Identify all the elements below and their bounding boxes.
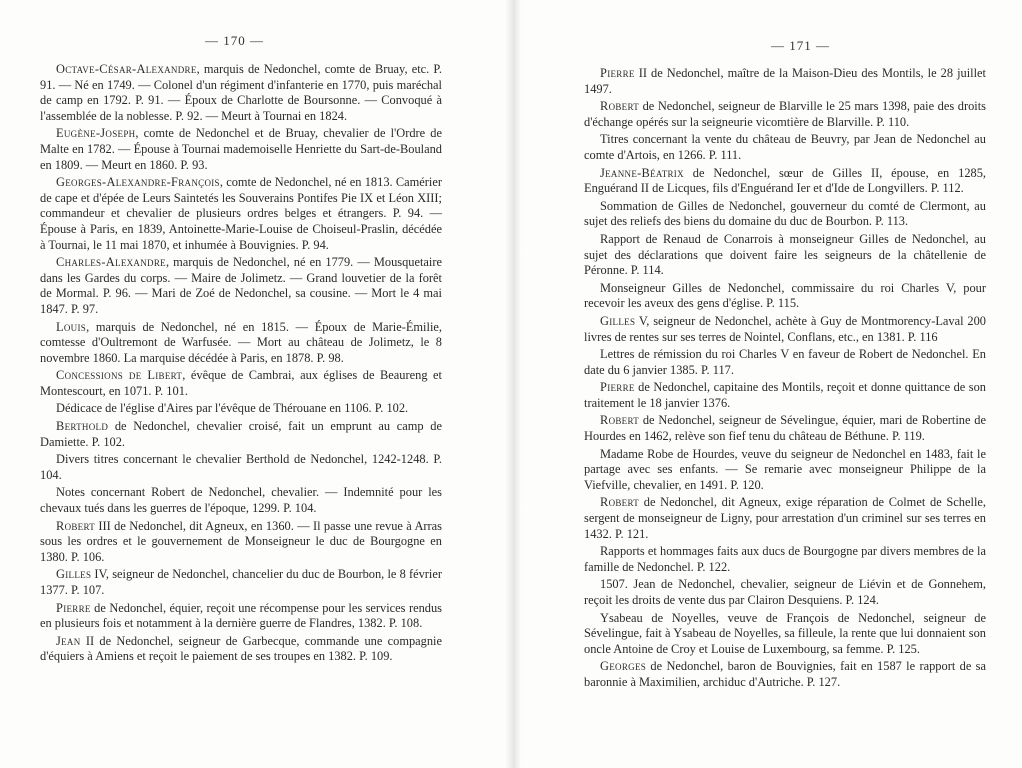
entry-text: II de Nedonchel, maître de la Maison-Dieu des Montils, le 28 juillet 1497. — [584, 66, 986, 96]
right-page-text — [584, 66, 986, 693]
entry — [584, 577, 986, 608]
entry — [40, 320, 442, 367]
entry-name: Jeanne-Béatrix — [600, 165, 684, 180]
entry — [40, 62, 442, 124]
entry-name: Jean — [56, 633, 81, 648]
entry-name: Pierre — [600, 66, 635, 80]
entry-text: de Nedonchel, seigneur de Sévelingue, équier, mari de Robertine de Hourdes en 1462, relève son fief tenu du château de Béthune. P. 119. — [584, 413, 986, 444]
entry — [40, 634, 442, 665]
entry — [584, 447, 986, 494]
entry-text: 1507. Jean de Nedonchel, chevalier, seigneur de Liévin et de Gonnehem, reçoit les droits de vente dus par Clairon Desquiens. P. 124. — [584, 577, 986, 607]
left-page-text — [40, 62, 442, 667]
entry-text: , marquis de Nedonchel, né en 1815. — Époux de Marie-Émilie, comtesse d'Oultremont de Warfusée. — Mort au château de Jolimetz, le 8 novembre 1860. La marquise décédée à Paris, en 1878. P. 98. — [40, 319, 442, 365]
entry — [40, 485, 442, 516]
entry-text: de Nedonchel, sœur de Gilles II, épouse, en 1285, Enguérand II de Licques, fils d'Enguérand Ier et d'Ide de Longvillers. P. 112. — [584, 165, 986, 196]
entry — [584, 347, 986, 378]
entry — [584, 66, 986, 97]
entry-text: IV, seigneur de Nedonchel, chancelier du duc de Bourbon, le 8 février 1377. P. 107. — [40, 567, 442, 597]
entry-text: Rapports et hommages faits aux ducs de Bourgogne par divers membres de la famille de Nedonchel. P. 122. — [584, 544, 986, 574]
entry — [40, 519, 442, 566]
entry-name: Eugène-Joseph — [56, 126, 136, 141]
right-page — [521, 0, 1022, 768]
page-number-right: — 171 — — [771, 38, 830, 53]
entry-text: de Nedonchel, seigneur de Blarville le 25 mars 1398, paie des droits d'échange opérés sur la seigneurie vicomtière de Blarville. P. 110. — [584, 99, 986, 129]
entry-text: Dédicace de l'église d'Aires par l'évêque de Thérouane en 1106. P. 102. — [56, 401, 409, 416]
entry — [40, 126, 442, 173]
entry — [40, 368, 442, 399]
entry-name: Gilles — [56, 567, 92, 582]
entry — [584, 495, 986, 542]
entry-name: Georges-Alexandre-François — [56, 175, 220, 190]
entry — [40, 175, 442, 253]
entry-name: Pierre — [56, 600, 91, 615]
entry-name: Louis — [56, 319, 87, 334]
entry-text: de Nedonchel, capitaine des Montils, reçoit et donne quittance de son traitement le 18 janvier 1376. — [584, 380, 986, 410]
entry-name: Robert — [600, 495, 640, 510]
entry-name: Pierre — [600, 380, 635, 395]
entry-text: Ysabeau de Noyelles, veuve de François de Nedonchel, seigneur de Sévelingue, fait à Ysabeau de Noyelles, sa filleule, la rente que lui donnaient son oncle Antoine de Croy et Louise de Luxembourg, sa femme. P. 125. — [584, 610, 986, 656]
entry-text: Rapport de Renaud de Conarrois à monseigneur Gilles de Nedonchel, au sujet des déclarations que doivent faire les seigneurs de la châtellenie de Péronne. P. 114. — [584, 231, 986, 278]
entry-text: , marquis de Nedonchel, né en 1779. — Mousquetaire dans les Gardes du corps. — Maire de Jolimetz. — Grand louvetier de la forêt de Mormal. P. 96. — Mari de Zoé de Nedonchel, sa cousine. — Mort le 4 mai 1847. P. 97. — [40, 255, 442, 316]
entry — [584, 232, 986, 279]
page-number-left: — 170 — — [205, 33, 264, 48]
entry-text: Titres concernant la vente du château de Beuvry, par Jean de Nedonchel au comte d'Artois, en 1266. P. 111. — [584, 132, 986, 162]
entry — [584, 132, 986, 163]
entry-name: Robert — [56, 518, 96, 533]
entry-text: Madame Robe de Hourdes, veuve du seigneur de Nedonchel en 1483, fait le partage avec ses enfants. — Se remarie avec monseigneur Philippe de la Viefville, chevalier, en 1491. P. 120. — [584, 446, 986, 492]
entry-text: de Nedonchel, équier, reçoit une récompense pour les services rendus en plusieurs fois et notamment à la dernière guerre de Flandres, 1382. P. 108. — [40, 600, 442, 631]
entry-text: Lettres de rémission du roi Charles V en faveur de Robert de Nedonchel. En date du 6 janvier 1385. P. 117. — [584, 347, 986, 377]
entry — [584, 314, 986, 345]
entry-text: Notes concernant Robert de Nedonchel, chevalier. — Indemnité pour les chevaux tués dans les guerres de l'époque, 1299. P. 104. — [40, 485, 442, 516]
entry-text: de Nedonchel, baron de Bouvignies, fait en 1587 le rapport de sa baronnie à Maximilien, archiduc d'Autriche. P. 127. — [584, 659, 986, 689]
left-page — [0, 0, 505, 768]
entry-name: Octave-César-Alexandre — [56, 62, 197, 76]
entry-text: Divers titres concernant le chevalier Berthold de Nedonchel, 1242-1248. P. 104. — [40, 452, 442, 482]
entry-text: V, seigneur de Nedonchel, achète à Guy de Montmorency-Laval 200 livres de rentes sur ses terres de Nointel, Conflans, etc., en 1381. P. 116 — [584, 313, 986, 344]
entry — [584, 166, 986, 197]
entry-name: Robert — [600, 99, 640, 114]
entry — [40, 255, 442, 317]
entry — [584, 281, 986, 312]
entry-text: , comte de Nedonchel, né en 1813. Camérier de cape et d'épée de Leurs Saintetés les Souverains Pontifes Pie IX et Léon XIII; commandeur et chevalier de plusieurs ordres belges et étrangers. P. 94. — Épouse à Paris, en 1839, Antoinette-Marie-Louise de Choiseul-Praslin, décédée à Tournai, le 11 mai 1870, et inhumée à Bouvignies. P. 94. — [40, 175, 442, 252]
entry-name: Georges — [600, 659, 647, 674]
entry-text: , marquis de Nedonchel, comte de Bruay, etc. P. 91. — Né en 1749. — Colonel d'un régiment d'infanterie en 1770, puis maréchal de camp en 1792. P. 91. — Époux de Charlotte de Boursonne. — Convoqué à l'assemblée de la noblesse. P. 92. — Meurt à Tournai en 1824. — [40, 62, 442, 123]
entry-text: Sommation de Gilles de Nedonchel, gouverneur du comté de Clermont, au sujet des reliefs des biens du domaine du duc de Bourbon. P. 113. — [584, 198, 986, 229]
entry-name: Gilles — [600, 313, 636, 328]
entry-text: , évêque de Cambrai, aux églises de Beaureng et Montescourt, en 1071. P. 101. — [40, 368, 443, 398]
entry-text: III de Nedonchel, dit Agneux, en 1360. — Il passe une revue à Arras sous les ordres et le gouvernement de Monseigneur le duc de Bourgogne en 1380. P. 106. — [40, 518, 442, 564]
entry-name: Concessions de Libert — [56, 368, 183, 383]
entry — [584, 659, 986, 690]
entry-text: , comte de Nedonchel et de Bruay, chevalier de l'Ordre de Malte en 1782. — Épouse à Tournai mademoiselle Henriette du Sart-de-Bouland en 1809. — Meurt en 1860. P. 93. — [40, 126, 442, 172]
entry — [584, 544, 986, 575]
entry-text: Monseigneur Gilles de Nedonchel, commissaire du roi Charles V, pour recevoir les aveux des gens d'église. P. 115. — [584, 280, 986, 311]
entry — [40, 452, 442, 483]
entry — [40, 567, 442, 598]
entry — [584, 413, 986, 444]
entry — [40, 419, 442, 450]
entry — [584, 199, 986, 230]
book-gutter — [505, 0, 521, 768]
entry — [584, 611, 986, 658]
entry-name: Charles-Alexandre — [56, 255, 166, 270]
entry — [584, 99, 986, 130]
entry-name: Robert — [600, 413, 640, 428]
entry-text: II de Nedonchel, seigneur de Garbecque, commande une compagnie d'équiers à Amiens et reçoit le paiement de ses troupes en 1382. P. 109. — [40, 633, 442, 664]
entry — [40, 401, 442, 417]
entry-text: de Nedonchel, chevalier croisé, fait un emprunt au camp de Damiette. P. 102. — [40, 419, 442, 449]
entry — [40, 601, 442, 632]
entry-name: Berthold — [56, 419, 109, 434]
entry — [584, 380, 986, 411]
entry-text: de Nedonchel, dit Agneux, exige réparation de Colmet de Schelle, sergent de monseigneur de Ligny, pour arrestation d'un criminel sur ses terres en 1432. P. 121. — [584, 495, 986, 541]
